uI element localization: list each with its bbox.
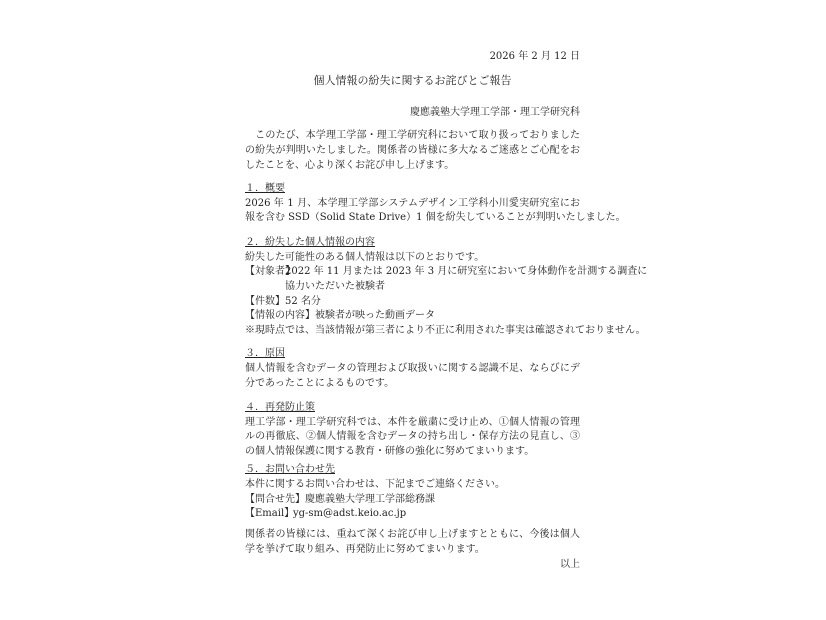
intro-line: したことを、心より深くお詫び申し上げます。 bbox=[245, 160, 455, 171]
closing-line: 学を挙げて取り組み、再発防止に努めてまいります。 bbox=[245, 544, 485, 555]
count-label: 【件数】 bbox=[245, 296, 285, 307]
content-value: 被験者が映った動画データ bbox=[315, 310, 435, 321]
section-heading-contact: ５．お問い合わせ先 bbox=[245, 464, 335, 475]
overview-line: 2026 年 1 月、本学理工学部システムデザイン工学科小川愛実研究室にお bbox=[245, 198, 580, 209]
subjects-label: 【対象者】 bbox=[245, 266, 295, 277]
cause-line: 個人情報を含むデータの管理および取扱いに関する認識不足、ならびにデ bbox=[245, 363, 580, 374]
contact-intro: 本件に関するお問い合わせは、下記までご連絡ください。 bbox=[245, 479, 505, 490]
lost-info-intro: 紛失した可能性のある個人情報は以下のとおりです。 bbox=[245, 252, 485, 263]
section-heading-cause: ３．原因 bbox=[245, 348, 285, 359]
end-mark: 以上 bbox=[560, 559, 580, 570]
lost-info-note: ※現時点では、当該情報が第三者により不正に利用された事実は確認されておりません。 bbox=[245, 325, 646, 336]
cause-line: 分であったことによるものです。 bbox=[245, 378, 395, 389]
document-title: 個人情報の紛失に関するお詫びとご報告 bbox=[313, 74, 512, 87]
prevention-line: の個人情報保護に関する教育・研修の強化に努めてまいります。 bbox=[245, 446, 535, 457]
subjects-value-cont: 協力いただいた被験者 bbox=[285, 281, 385, 292]
office-value: 慶應義塾大学理工学部総務課 bbox=[305, 494, 435, 505]
section-heading-overview: １．概要 bbox=[245, 183, 285, 194]
intro-line: の紛失が判明いたしました。関係者の皆様に多大なるご迷惑とご心配をお bbox=[245, 145, 580, 156]
office-label: 【問合せ先】 bbox=[245, 494, 305, 505]
date: 2026 年 2 月 12 日 bbox=[489, 51, 580, 62]
subjects-value: 2022 年 11 月または 2023 年 3 月に研究室において身体動作を計測する調査に bbox=[285, 266, 648, 277]
count-value: 52 名分 bbox=[285, 296, 321, 307]
email-label: 【Email】 bbox=[245, 508, 295, 519]
intro-line: このたび、本学理工学部・理工学研究科において取り扱っておりました bbox=[255, 130, 580, 141]
overview-line: 報を含む SSD（Solid State Drive）1 個を紛失していることが判明いたしました。 bbox=[245, 212, 626, 223]
prevention-line: ルの再徹底、②個人情報を含むデータの持ち出し・保存方法の見直し、③ bbox=[245, 431, 580, 442]
closing-line: 関係者の皆様には、重ねて深くお詫び申し上げますとともに、今後は個人 bbox=[245, 529, 580, 540]
prevention-line: 理工学部・理工学研究科では、本件を厳粛に受け止め、①個人情報の管理 bbox=[245, 417, 580, 428]
section-heading-prevention: ４．再発防止策 bbox=[245, 402, 315, 413]
email-value[interactable]: yg-sm@adst.keio.ac.jp bbox=[293, 508, 407, 519]
section-heading-lost-info: ２．紛失した個人情報の内容 bbox=[245, 237, 375, 248]
organization: 慶應義塾大学理工学部・理工学研究科 bbox=[410, 107, 580, 118]
content-label: 【情報の内容】 bbox=[245, 310, 315, 321]
